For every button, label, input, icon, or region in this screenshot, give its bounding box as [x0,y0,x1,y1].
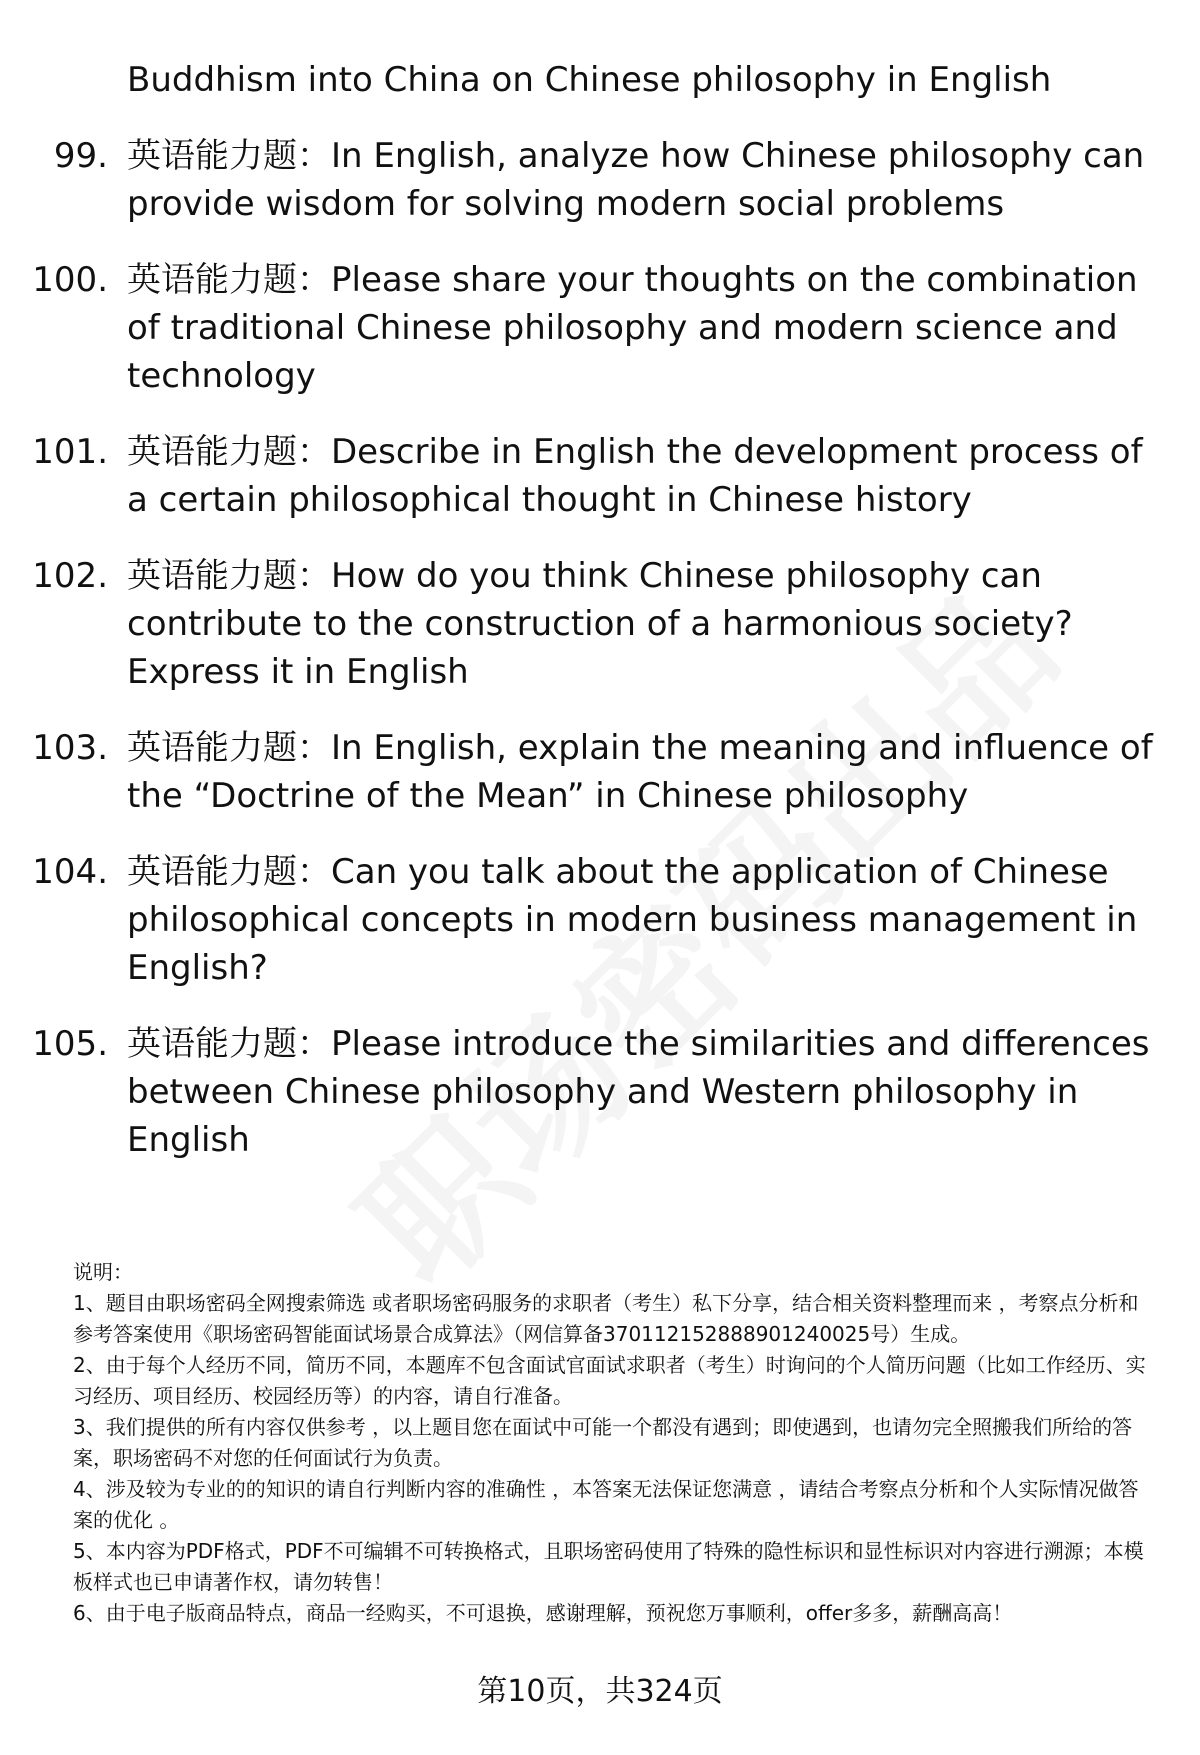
question-content: In English, analyze how Chinese philosophy can provide wisdom for solving modern social problems [127,136,1145,224]
question-text [127,1020,1172,1164]
question-content: Please share your thoughts on the combination of traditional Chinese philosophy and modern science and technology [127,260,1138,396]
question-number: 100. [32,260,108,300]
question-item [0,848,1200,992]
question-number: 102. [32,556,108,596]
question-number: 105. [32,1024,108,1064]
question-prefix: 英语能力题： [127,852,331,892]
question-item [0,1020,1200,1164]
note-item: 2、由于每个人经历不同，简历不同，本题库不包含面试官面试求职者（考生）时询问的个人简历问题（比如工作经历、实习经历、项目经历、校园经历等）的内容，请自行准备。 [73,1353,1146,1408]
question-content: How do you think Chinese philosophy can contribute to the construction of a harmonious society? Express it in English [127,556,1073,692]
question-prefix: 英语能力题： [127,432,331,472]
question-content: Describe in English the development process of a certain philosophical thought in Chinese history [127,432,1143,520]
notes-heading: 说明： [73,1260,133,1284]
question-number: 101. [32,432,108,472]
question-prefix: 英语能力题： [127,260,331,300]
question-number: 99. [53,136,108,176]
continued-line: Buddhism into China on Chinese philosophy in English [127,60,1052,100]
question-content: In English, explain the meaning and influence of the “Doctrine of the Mean” in Chinese philosophy [127,728,1153,816]
question-text [127,848,1172,992]
question-text [127,724,1172,820]
question-list [0,56,1200,1192]
question-item [0,724,1200,820]
note-item: 6、由于电子版商品特点，商品一经购买，不可退换，感谢理解，预祝您万事顺利，offer多多，薪酬高高！ [73,1601,1013,1625]
question-item [0,256,1200,400]
question-item [0,132,1200,228]
note-item: 4、涉及较为专业的的知识的请自行判断内容的准确性 ，本答案无法保证您满意 ，请结合考察点分析和个人实际情况做答案的优化 。 [73,1477,1139,1532]
notes-section [73,1257,1158,1629]
note-item: 5、本内容为PDF格式，PDF不可编辑不可转换格式，且职场密码使用了特殊的隐性标识和显性标识对内容进行溯源；本模板样式也已申请著作权，请勿转售！ [73,1539,1144,1594]
question-content: Please introduce the similarities and differences between Chinese philosophy and Western philosophy in English [127,1024,1150,1160]
question-item [0,428,1200,524]
page-number: 第10页，共324页 [477,1674,723,1709]
question-prefix: 英语能力题： [127,1024,331,1064]
question-text [127,428,1172,524]
note-item: 3、我们提供的所有内容仅供参考 ，以上题目您在面试中可能一个都没有遇到；即使遇到，也请勿完全照搬我们所给的答案，职场密码不对您的任何面试行为负责。 [73,1415,1133,1470]
question-text [127,256,1172,400]
continued-question [0,56,1200,104]
question-prefix: 英语能力题： [127,728,331,768]
question-text [127,132,1172,228]
question-prefix: 英语能力题： [127,556,331,596]
question-content: Can you talk about the application of Chinese philosophical concepts in modern business management in English? [127,852,1138,988]
question-text [127,552,1172,696]
note-item: 1、题目由职场密码全网搜索筛选 或者职场密码服务的求职者（考生）私下分享，结合相关资料整理而来 ，考察点分析和参考答案使用《职场密码智能面试场景合成算法》（网信算备370112152888901240025号）生成。 [73,1291,1139,1346]
question-number: 103. [32,728,108,768]
question-number: 104. [32,852,108,892]
question-item [0,552,1200,696]
question-prefix: 英语能力题： [127,136,331,176]
